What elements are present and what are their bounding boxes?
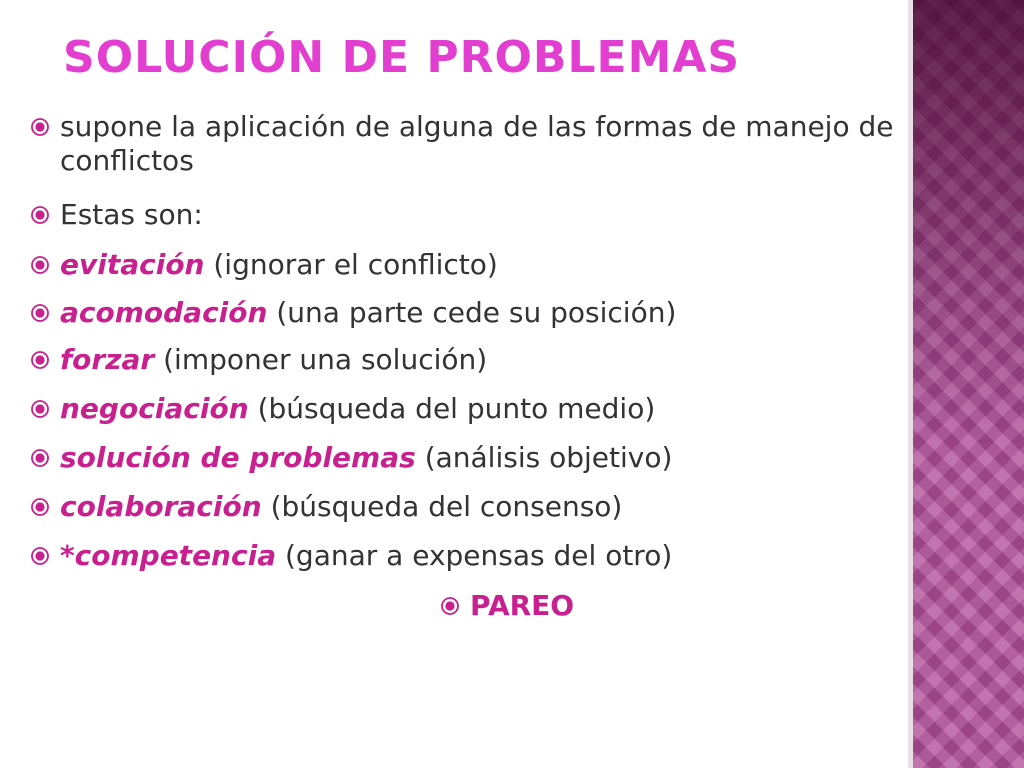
radio-circle-icon: [440, 596, 460, 616]
bullet-item-solucion-de-problemas: [30, 441, 970, 475]
bullet-rest: (búsqueda del consenso): [261, 490, 623, 523]
bullet-text: [60, 248, 970, 282]
bullet-emphasis: acomodación: [60, 296, 268, 329]
bullet-rest: Estas son:: [60, 198, 203, 231]
bullet-item-intro: [30, 110, 970, 178]
radio-circle-icon: [30, 117, 50, 137]
radio-circle-icon: [30, 399, 50, 419]
bullet-rest: (análisis objetivo): [415, 441, 673, 474]
bullet-emphasis: solución de problemas: [60, 441, 416, 474]
bullet-item-estas-son: [30, 198, 970, 232]
bullet-item-negociacion: [30, 392, 970, 426]
bullet-rest: supone la aplicación de alguna de las formas de manejo de conflictos: [60, 110, 894, 177]
radio-circle-icon: [30, 350, 50, 370]
bullet-text: [60, 441, 970, 475]
bullet-emphasis: negociación: [60, 392, 249, 425]
radio-circle-icon: [30, 303, 50, 323]
bullet-emphasis: colaboración: [60, 490, 262, 523]
bullet-text: [60, 392, 970, 426]
radio-circle-icon: [30, 205, 50, 225]
bullet-emphasis: evitación: [60, 248, 205, 281]
slide-title: SOLUCIÓN DE PROBLEMAS: [63, 32, 741, 83]
bullet-rest: (ganar a expensas del otro): [276, 539, 673, 572]
radio-circle-icon: [30, 546, 50, 566]
bullet-rest: (imponer una solución): [154, 343, 488, 376]
bullet-text: [60, 343, 970, 377]
pareo-label: PAREO: [470, 589, 575, 622]
bullet-item-competencia: [30, 539, 970, 573]
bullet-item-acomodacion: [30, 296, 970, 330]
bullet-text: [60, 539, 970, 573]
bullet-text: [60, 490, 970, 524]
bullet-item-colaboracion: [30, 490, 970, 524]
radio-circle-icon: [30, 448, 50, 468]
bullet-item-evitacion: [30, 248, 970, 282]
bullet-rest: (una parte cede su posición): [267, 296, 677, 329]
bullet-item-forzar: [30, 343, 970, 377]
radio-circle-icon: [30, 255, 50, 275]
bullet-rest: (ignorar el conflicto): [204, 248, 498, 281]
bullet-emphasis: *competencia: [60, 539, 277, 572]
radio-circle-icon: [30, 497, 50, 517]
bullet-rest: (búsqueda del punto medio): [248, 392, 656, 425]
bullet-text: [60, 198, 970, 232]
bullet-text: [60, 296, 970, 330]
bullet-text: [60, 110, 970, 178]
bullet-emphasis: forzar: [60, 343, 155, 376]
bullet-item-pareo: [440, 589, 740, 623]
